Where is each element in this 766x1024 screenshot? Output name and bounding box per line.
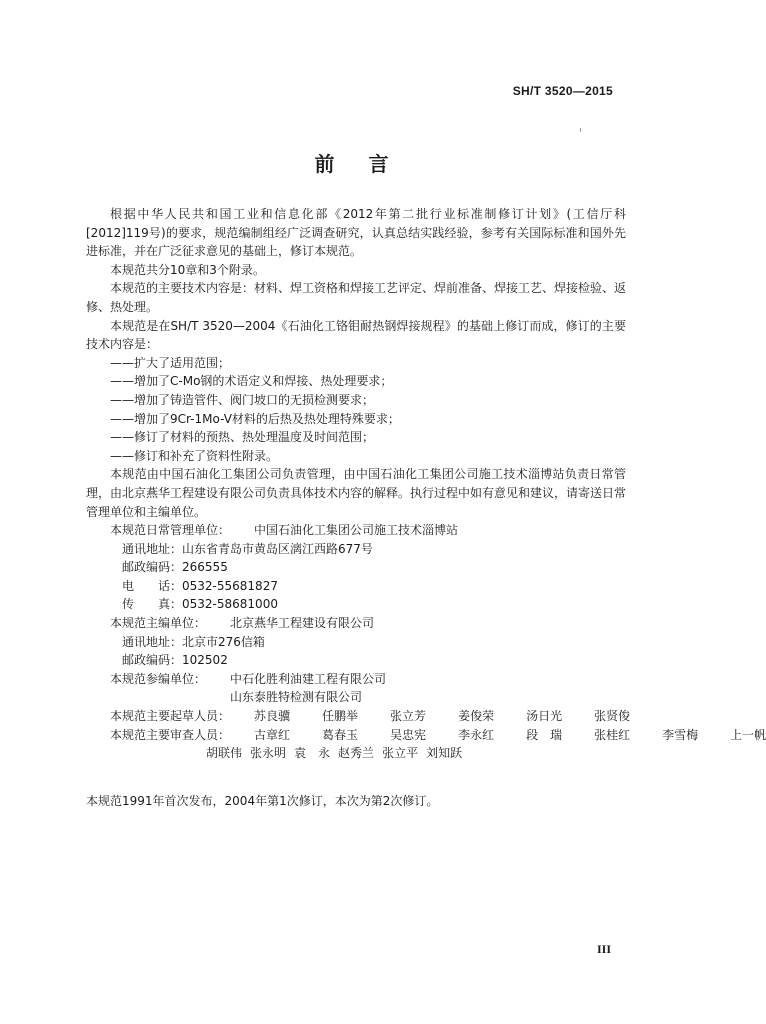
reviewer-name: 吴忠宪: [390, 727, 427, 742]
standard-code: SH/T 3520—2015: [512, 84, 613, 98]
chief-postcode: [86, 651, 626, 670]
reviewer-name: 赵秀兰: [338, 746, 375, 761]
paragraph-revision: 本规范是在SH/T 3520—2004《石油化工铬钼耐热钢焊接规程》的基础上修订而成，修订的主要技术内容是：: [86, 318, 626, 352]
chief-editor-unit: [86, 614, 626, 633]
revision-item: ——增加了9Cr-1Mo-V材料的后热及热处理特殊要求；: [110, 411, 400, 426]
paragraph-basis: 根据中华人民共和国工业和信息化部《2012年第二批行业标准制修订计划》(工信厅科[2012]119号)的要求，规范编制组经广泛调查研究，认真总结实践经验，参考有关国际标准和国外先进标准，并在广泛征求意见的基础上，修订本规范。: [86, 207, 626, 259]
daily-address: [86, 540, 626, 559]
label: 通讯地址：: [122, 634, 183, 649]
drafter-name: 姜俊荣: [458, 709, 495, 724]
drafters-line: [86, 707, 631, 726]
label: 邮政编码：: [122, 653, 183, 668]
value: 北京燕华工程建设有限公司: [230, 616, 375, 631]
daily-postcode: [86, 558, 626, 577]
label: 本规范参编单位：: [110, 671, 207, 686]
revision-history: 本规范1991年首次发布，2004年第1次修订，本次为第2次修订。: [86, 794, 439, 808]
reviewer-name: 袁 永: [294, 746, 331, 761]
value: 中石化胜利油建工程有限公司: [230, 671, 387, 686]
revision-item: ——增加了C-Mo钢的术语定义和焊接、热处理要求；: [110, 374, 393, 389]
reviewer-name: 张永明: [250, 746, 287, 761]
reviewer-name: 李永红: [458, 727, 495, 742]
chief-address: [86, 633, 626, 652]
label: 本规范主要起草人员：: [110, 709, 231, 724]
revision-item: ——修订和补充了资料性附录。: [110, 448, 279, 463]
label: 本规范主要审查人员：: [110, 727, 231, 742]
label: 本规范日常管理单位：: [110, 523, 231, 538]
value: 0532-58681000: [182, 597, 278, 612]
drafter-name: 汤日光: [526, 709, 563, 724]
daily-phone: [86, 577, 626, 596]
value: 102502: [182, 653, 228, 668]
reviewer-name: 上一帆: [730, 727, 766, 742]
paragraph-content: 本规范的主要技术内容是：材料、焊工资格和焊接工艺评定、焊前准备、焊接工艺、焊接检验、返修、热处理。: [86, 281, 627, 314]
reviewer-name: 刘知跃: [426, 746, 463, 761]
daily-management-unit: [86, 521, 626, 540]
foreword-body: [86, 205, 766, 763]
revision-item: ——修订了材料的预热、热处理温度及时间范围；: [110, 430, 375, 445]
drafter-name: 任鹏举: [322, 709, 359, 724]
reviewer-name: 李雪梅: [662, 727, 699, 742]
label: 电 话：: [122, 578, 183, 593]
revision-item: ——增加了铸造管件、阀门坡口的无损检测要求；: [110, 392, 375, 407]
reviewer-name: 张桂红: [594, 727, 631, 742]
reviewer-name: 胡联伟: [206, 746, 243, 761]
reviewer-name: 张立平: [382, 746, 419, 761]
label: 通讯地址：: [122, 541, 183, 556]
participant-unit: 山东泰胜特检测有限公司: [230, 690, 363, 705]
reviewers-line: [86, 726, 766, 745]
label: 邮政编码：: [122, 560, 183, 575]
drafter-name: 张立芳: [390, 709, 427, 724]
drafter-name: 苏良骥: [254, 709, 291, 724]
reviewer-name: 段 瑞: [526, 727, 563, 742]
page-number: III: [596, 942, 611, 956]
paragraph-management: 本规范由中国石油化工集团公司负责管理，由中国石油化工集团公司施工技术淄博站负责日常管理，由北京燕华工程建设有限公司负责具体技术内容的解释。执行过程中如有意见和建议，请寄送日常管理单位和主编单位。: [86, 467, 627, 519]
page-title: 前言: [314, 152, 423, 176]
drafter-name: 张贤俊: [594, 709, 631, 724]
value: 0532-55681827: [182, 578, 278, 593]
reviewer-name: 古章红: [254, 727, 291, 742]
participant-units: [86, 670, 626, 689]
paragraph-structure: 本规范共分10章和3个附录。: [110, 262, 265, 277]
value: 山东省青岛市黄岛区漓江西路677号: [182, 541, 373, 556]
reviewer-name: 葛春玉: [322, 727, 359, 742]
value: 中国石油化工集团公司施工技术淄博站: [254, 523, 459, 538]
label: 本规范主编单位：: [110, 616, 207, 631]
revision-item: ——扩大了适用范围；: [110, 355, 231, 370]
label: 传 真：: [122, 597, 183, 612]
daily-fax: [86, 595, 626, 614]
scan-mark: [580, 128, 581, 132]
reviewers-line-2: [86, 744, 626, 763]
value: 266555: [182, 560, 228, 575]
value: 北京市276信箱: [182, 634, 265, 649]
